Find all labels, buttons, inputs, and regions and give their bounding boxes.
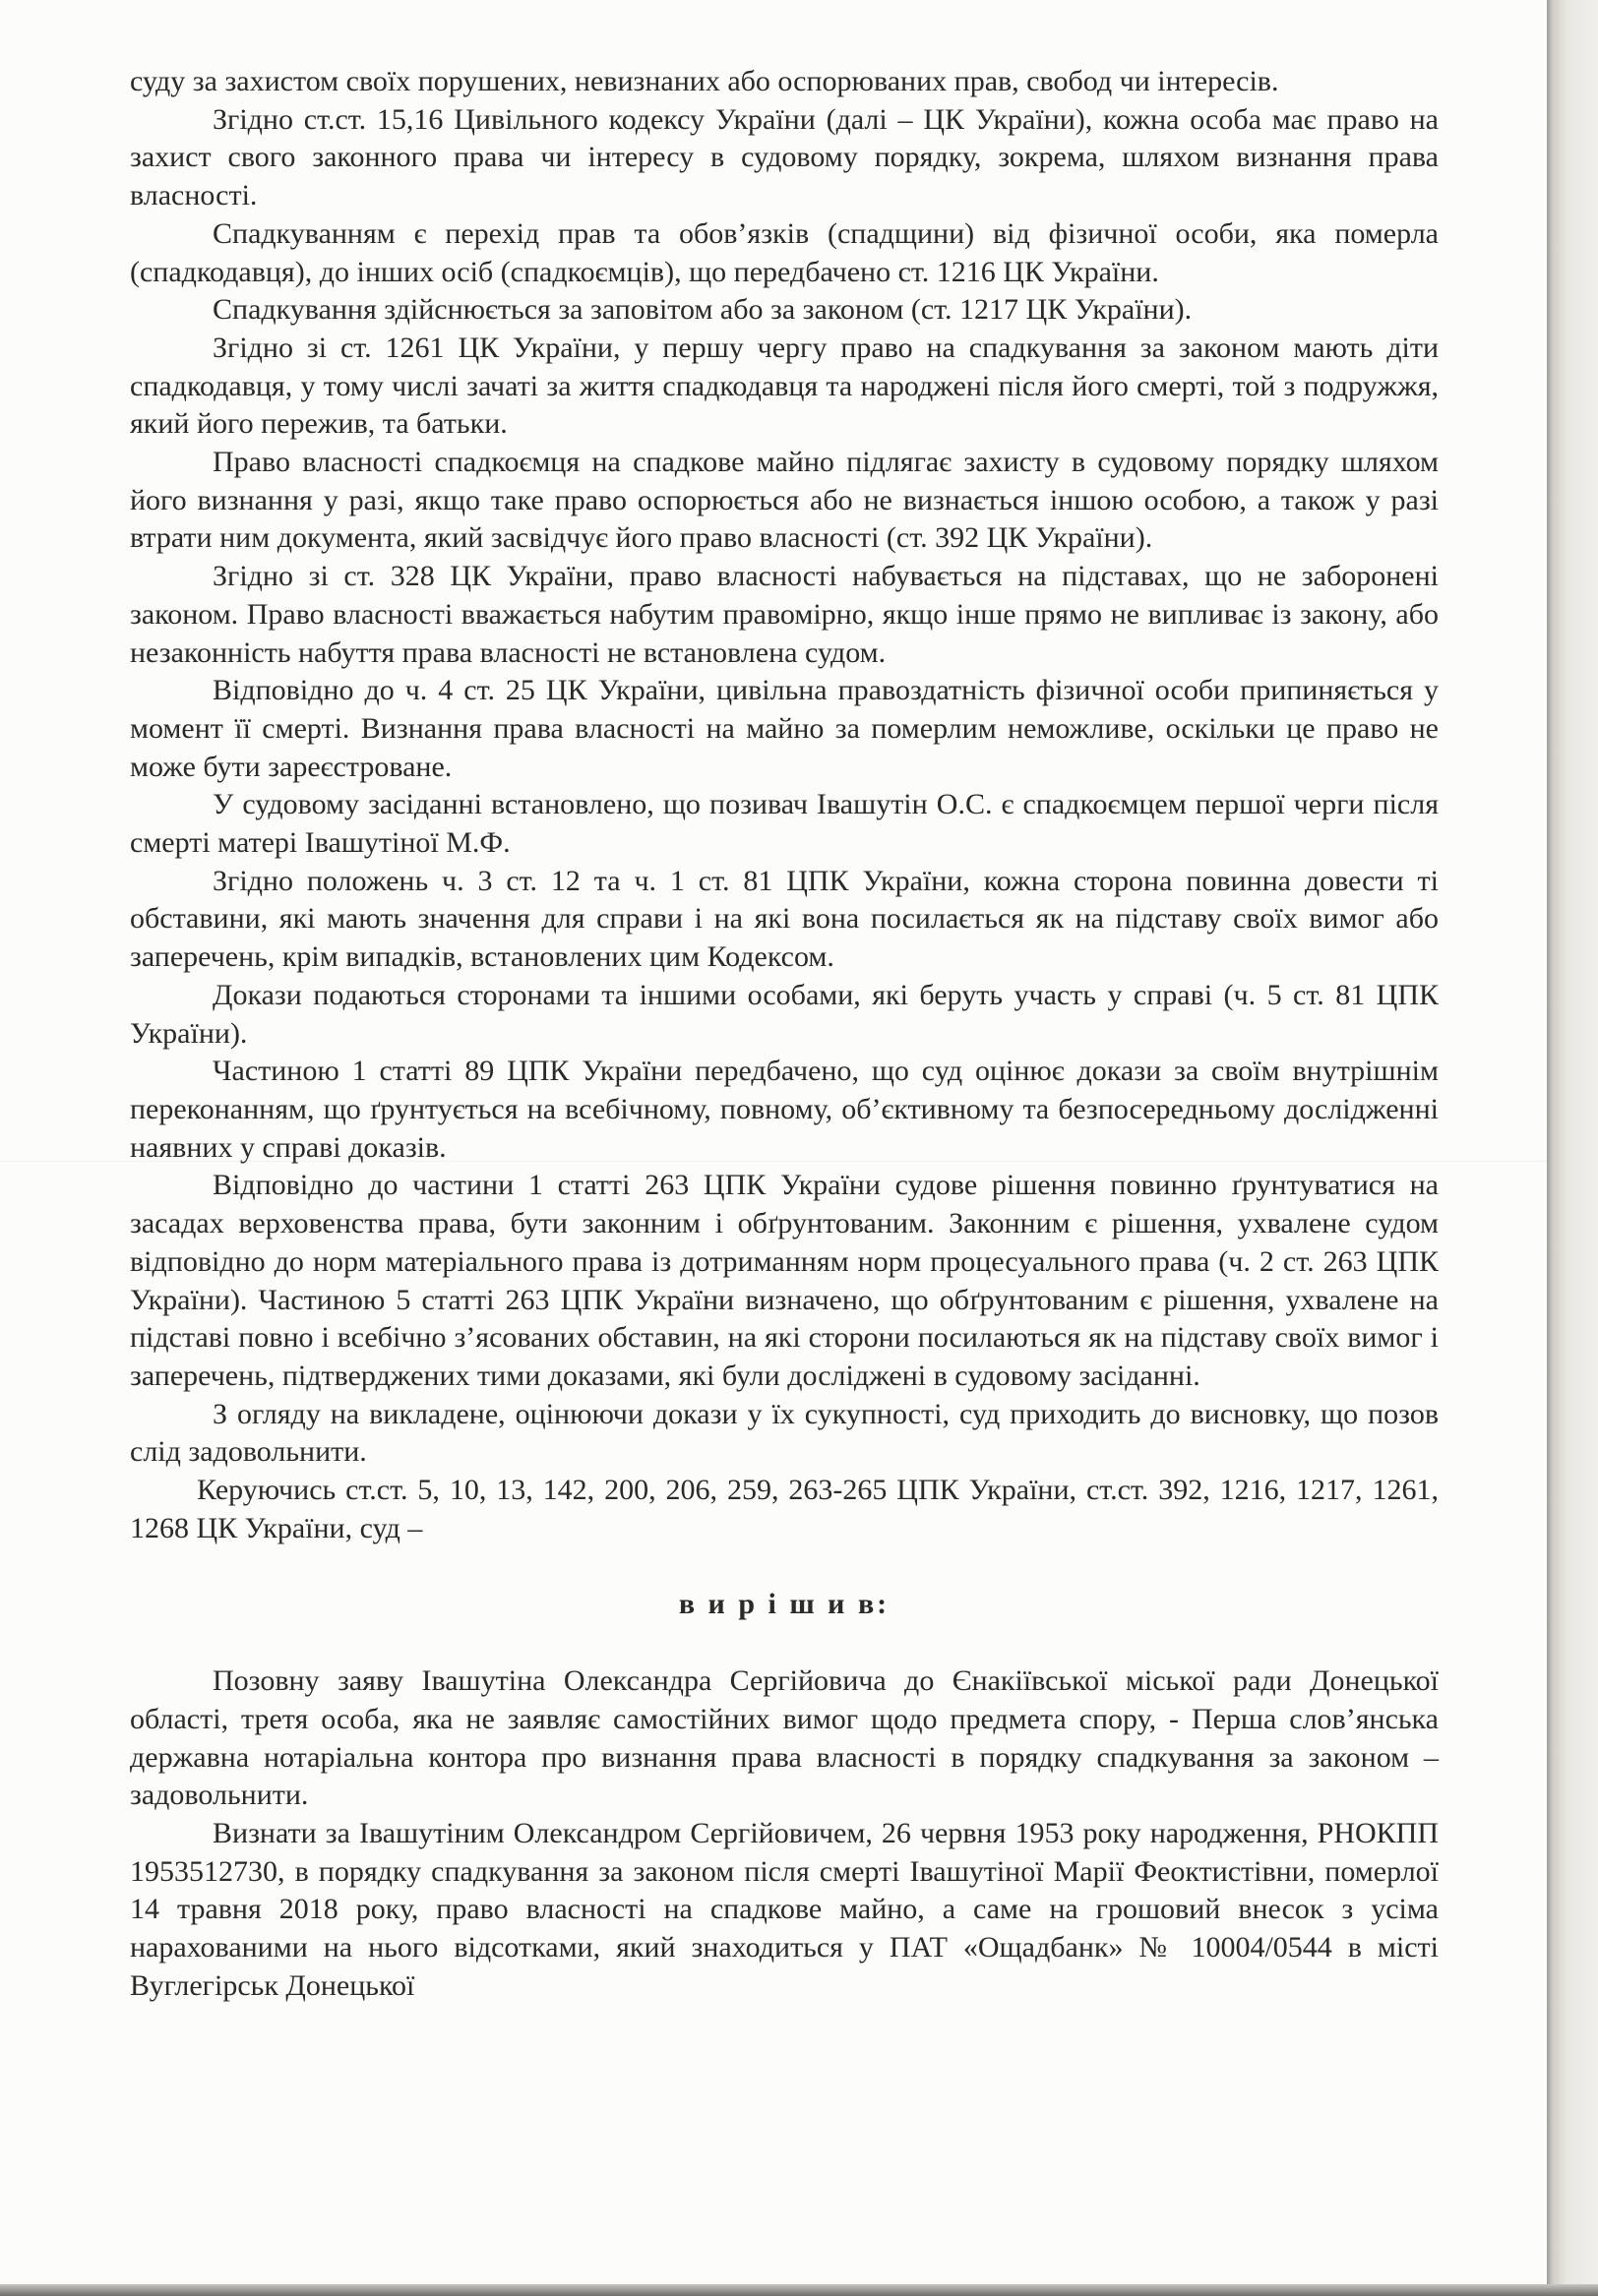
paragraph-conclusion: З огляду на викладене, оцінюючи докази у їх сукупності, суд приходить до висновку, що позов слід задовольнити. xyxy=(130,1397,1439,1469)
resolution-heading: в и р і ш и в: xyxy=(678,1588,891,1621)
paragraph-first-order-heirs: Згідно зі ст. 1261 ЦК України, у першу чергу право на спадкування за законом мають діти спадкодавця, у тому числі зачаті за життя спадкодавця та народжені після його смерті, той з подружжя, який його пережив, та батьки. xyxy=(130,331,1439,441)
paragraph-judgment-requirements: Відповідно до частини 1 статті 263 ЦПК України судове рішення повинно ґрунтуватися на засадах верховенства права, бути законним і обґрунтованим. Законним є рішення, ухвалене судом відповідно до норм матеріального права із дотриманням норм процесуального права (ч. 2 ст. 263 ЦПК України). Частиною 5 статті 263 ЦПК України визначено, що обґрунтованим є рішення, ухвалене на підставі повно і всебічно з’ясованих обставин, на які сторони посилаються як на підставу своїх вимог і заперечень, підтверджених тими доказами, які були досліджені в судовому засіданні. xyxy=(130,1169,1439,1392)
page-edge-shadow xyxy=(1547,0,1598,2296)
paragraph-continuation: суду за захистом своїх порушених, невизнаних або оспорюваних прав, свобод чи інтересів. xyxy=(130,65,1279,97)
paragraph-inheritance-definition: Спадкуванням є перехід прав та обов’язків (спадщини) від фізичної особи, яка померла (спадкодавця), до інших осіб (спадкоємців), що передбачено ст. 1216 ЦК України. xyxy=(130,216,1439,288)
paragraph-legal-capacity: Відповідно до ч. 4 ст. 25 ЦК України, цивільна правоздатність фізичної особи припиняється у момент її смерті. Визнання права власності на майно за померлим неможливе, оскільки це право не може бути зареєстроване. xyxy=(130,674,1439,783)
paragraph-burden-of-proof: Згідно положень ч. 3 ст. 12 та ч. 1 ст. 81 ЦПК України, кожна сторона повинна довести ті обставини, які мають значення для справи і на які вона посилається як на підставу своїх вимог або заперечень, крім випадків, встановлених цим Кодексом. xyxy=(130,864,1439,974)
paragraph-right-to-protection: Згідно ст.ст. 15,16 Цивільного кодексу України (далі – ЦК України), кожна особа має право на захист свого законного права чи інтересу в судовому порядку, зокрема, шляхом визнання права власності. xyxy=(130,102,1439,212)
resolution-ownership-recognition: Визнати за Івашутіним Олександром Сергійовичем, 26 червня 1953 року народження, РНОКПП 1953512730, в порядку спадкування за законом після смерті Івашутіної Марії Феоктистівни, померлої 14 травня 2018 року, право власності на спадкове майно, а саме на грошовий внесок з усіма нарахованими на нього відсотками, який знаходиться у ПАТ «Ощадбанк» № 10004/0544 в місті Вуглегірськ Донецької xyxy=(130,1816,1439,2002)
paragraph-evidence-submission: Докази подаються сторонами та іншими особами, які беруть участь у справі (ч. 5 ст. 81 ЦПК України). xyxy=(130,978,1439,1050)
paragraph-evidence-assessment: Частиною 1 статті 89 ЦПК України передбачено, що суд оцінює докази за своїм внутрішнім переконанням, що ґрунтується на всебічному, повному, об’єктивному та безпосередньому дослідженні наявних у справі доказів. xyxy=(130,1055,1439,1164)
page-bottom-edge xyxy=(0,2284,1598,2296)
document-body xyxy=(130,63,1439,2005)
paragraph-heir-ownership-protection: Право власності спадкоємця на спадкове майно підлягає захисту в судовому порядку шляхом його визнання у разі, якщо таке право оспорюється або не визнається іншою особою, а також у разі втрати ним документа, який засвідчує його право власності (ст. 392 ЦК України). xyxy=(130,446,1439,555)
paragraph-ownership-acquisition: Згідно зі ст. 328 ЦК України, право власності набувається на підставах, що не заборонені законом. Право власності вважається набутим правомірно, якщо інше прямо не випливає із закону, або незаконність набуття права власності не встановлена судом. xyxy=(130,560,1439,669)
paragraph-legal-grounds: Керуючись ст.ст. 5, 10, 13, 142, 200, 206, 259, 263-265 ЦПК України, ст.ст. 392, 1216, 1217, 1261, 1268 ЦК України, суд – xyxy=(130,1474,1439,1544)
resolution-claim-granted: Позовну заяву Івашутіна Олександра Сергійовича до Єнакіївської міської ради Донецької області, третя особа, яка не заявляє самостійних вимог щодо предмета спору, - Перша слов’янська державна нотаріальна контора про визнання права власності в порядку спадкування за законом – задовольнити. xyxy=(130,1664,1439,1812)
paragraph-inheritance-basis: Спадкування здійснюється за заповітом або за законом (ст. 1217 ЦК України). xyxy=(213,293,1193,327)
paragraph-court-finding: У судовому засіданні встановлено, що позивач Івашутін О.С. є спадкоємцем першої черги після смерті матері Івашутіної М.Ф. xyxy=(130,788,1439,860)
